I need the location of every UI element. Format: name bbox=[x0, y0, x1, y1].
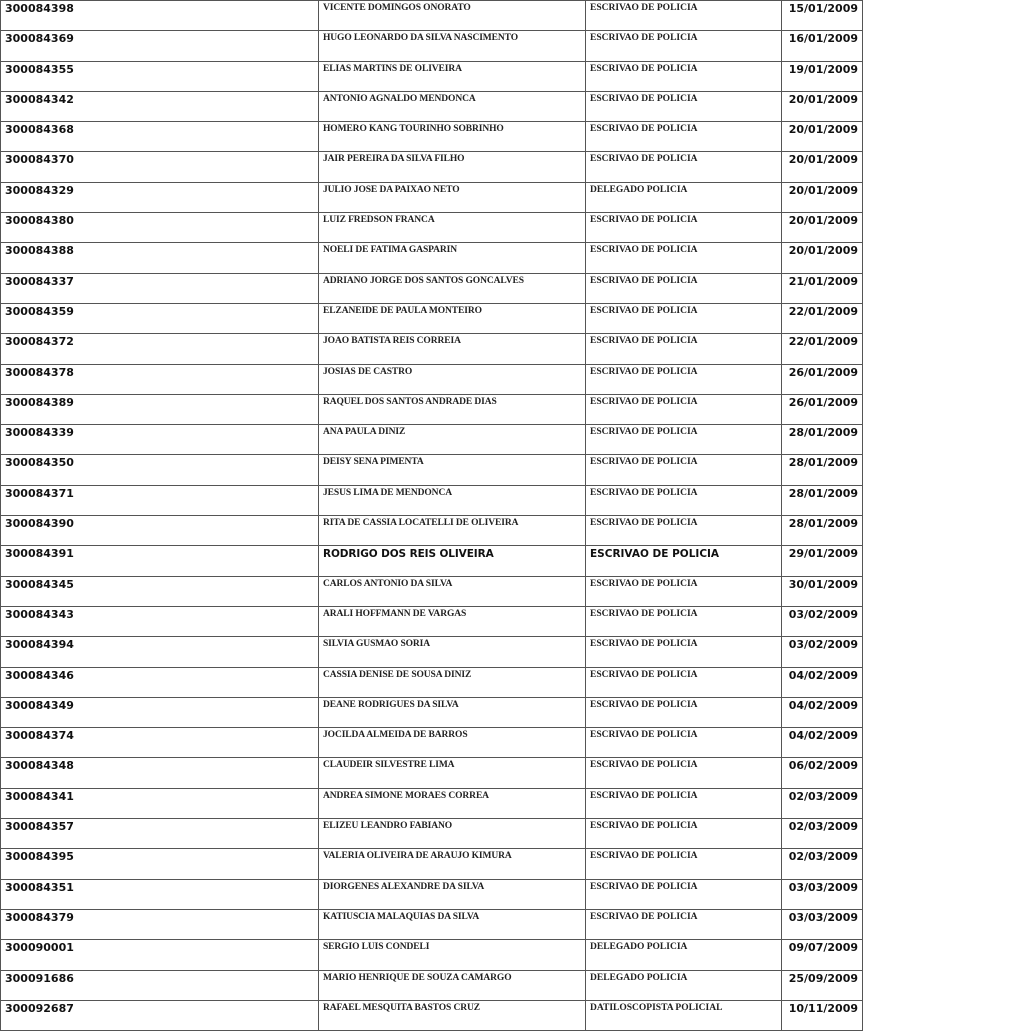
name-cell: VALERIA OLIVEIRA DE ARAUJO KIMURA bbox=[319, 849, 586, 879]
registration-number-cell: 300084339 bbox=[1, 425, 319, 455]
table-row bbox=[1, 728, 863, 758]
table-row bbox=[1, 940, 863, 970]
table-row bbox=[1, 909, 863, 939]
date-cell: 04/02/2009 bbox=[782, 697, 863, 727]
name-cell: MARIO HENRIQUE DE SOUZA CAMARGO bbox=[319, 970, 586, 1000]
registration-number-cell: 300084389 bbox=[1, 394, 319, 424]
name-cell: HOMERO KANG TOURINHO SOBRINHO bbox=[319, 122, 586, 152]
position-cell: DATILOSCOPISTA POLICIAL bbox=[586, 1000, 782, 1030]
registration-number-cell: 300084341 bbox=[1, 788, 319, 818]
registration-number-cell: 300084394 bbox=[1, 637, 319, 667]
position-cell: ESCRIVAO DE POLICIA bbox=[586, 455, 782, 485]
position-cell: ESCRIVAO DE POLICIA bbox=[586, 637, 782, 667]
name-cell: ANA PAULA DINIZ bbox=[319, 425, 586, 455]
table-row bbox=[1, 425, 863, 455]
registration-number-cell: 300092687 bbox=[1, 1000, 319, 1030]
registration-number-cell: 300084343 bbox=[1, 606, 319, 636]
table-row bbox=[1, 182, 863, 212]
date-cell: 04/02/2009 bbox=[782, 728, 863, 758]
position-cell: ESCRIVAO DE POLICIA bbox=[586, 516, 782, 546]
registration-number-cell: 300084388 bbox=[1, 243, 319, 273]
position-cell: ESCRIVAO DE POLICIA bbox=[586, 213, 782, 243]
position-cell: ESCRIVAO DE POLICIA bbox=[586, 485, 782, 515]
date-cell: 06/02/2009 bbox=[782, 758, 863, 788]
position-cell: ESCRIVAO DE POLICIA bbox=[586, 879, 782, 909]
table-row bbox=[1, 637, 863, 667]
date-cell: 20/01/2009 bbox=[782, 243, 863, 273]
table-row bbox=[1, 516, 863, 546]
name-cell: DIORGENES ALEXANDRE DA SILVA bbox=[319, 879, 586, 909]
position-cell: ESCRIVAO DE POLICIA bbox=[586, 849, 782, 879]
position-cell: ESCRIVAO DE POLICIA bbox=[586, 394, 782, 424]
registration-number-cell: 300091686 bbox=[1, 970, 319, 1000]
position-cell: ESCRIVAO DE POLICIA bbox=[586, 758, 782, 788]
registration-number-cell: 300084351 bbox=[1, 879, 319, 909]
table-row bbox=[1, 91, 863, 121]
registration-number-cell: 300084337 bbox=[1, 273, 319, 303]
date-cell: 28/01/2009 bbox=[782, 516, 863, 546]
date-cell: 04/02/2009 bbox=[782, 667, 863, 697]
position-cell: ESCRIVAO DE POLICIA bbox=[586, 122, 782, 152]
name-cell: ADRIANO JORGE DOS SANTOS GONCALVES bbox=[319, 273, 586, 303]
position-cell: ESCRIVAO DE POLICIA bbox=[586, 546, 782, 576]
registration-number-cell: 300084370 bbox=[1, 152, 319, 182]
name-cell: RAFAEL MESQUITA BASTOS CRUZ bbox=[319, 1000, 586, 1030]
registration-number-cell: 300084378 bbox=[1, 364, 319, 394]
table-row bbox=[1, 1000, 863, 1030]
date-cell: 02/03/2009 bbox=[782, 788, 863, 818]
date-cell: 09/07/2009 bbox=[782, 940, 863, 970]
name-cell: ELIAS MARTINS DE OLIVEIRA bbox=[319, 61, 586, 91]
table-row bbox=[1, 606, 863, 636]
name-cell: RAQUEL DOS SANTOS ANDRADE DIAS bbox=[319, 394, 586, 424]
position-cell: ESCRIVAO DE POLICIA bbox=[586, 303, 782, 333]
date-cell: 03/02/2009 bbox=[782, 637, 863, 667]
name-cell: CASSIA DENISE DE SOUSA DINIZ bbox=[319, 667, 586, 697]
date-cell: 20/01/2009 bbox=[782, 91, 863, 121]
date-cell: 03/03/2009 bbox=[782, 879, 863, 909]
registration-number-cell: 300084357 bbox=[1, 819, 319, 849]
date-cell: 16/01/2009 bbox=[782, 31, 863, 61]
date-cell: 30/01/2009 bbox=[782, 576, 863, 606]
position-cell: ESCRIVAO DE POLICIA bbox=[586, 364, 782, 394]
position-cell: ESCRIVAO DE POLICIA bbox=[586, 273, 782, 303]
table-row bbox=[1, 122, 863, 152]
registration-number-cell: 300084374 bbox=[1, 728, 319, 758]
registration-number-cell: 300084368 bbox=[1, 122, 319, 152]
name-cell: VICENTE DOMINGOS ONORATO bbox=[319, 1, 586, 31]
registration-number-cell: 300084350 bbox=[1, 455, 319, 485]
name-cell: SERGIO LUIS CONDELI bbox=[319, 940, 586, 970]
registration-number-cell: 300084342 bbox=[1, 91, 319, 121]
name-cell: ELZANEIDE DE PAULA MONTEIRO bbox=[319, 303, 586, 333]
name-cell: ELIZEU LEANDRO FABIANO bbox=[319, 819, 586, 849]
date-cell: 03/02/2009 bbox=[782, 606, 863, 636]
position-cell: ESCRIVAO DE POLICIA bbox=[586, 909, 782, 939]
position-cell: ESCRIVAO DE POLICIA bbox=[586, 243, 782, 273]
date-cell: 20/01/2009 bbox=[782, 213, 863, 243]
table-row bbox=[1, 152, 863, 182]
date-cell: 10/11/2009 bbox=[782, 1000, 863, 1030]
position-cell: ESCRIVAO DE POLICIA bbox=[586, 667, 782, 697]
date-cell: 26/01/2009 bbox=[782, 364, 863, 394]
registration-number-cell: 300084379 bbox=[1, 909, 319, 939]
registration-number-cell: 300084329 bbox=[1, 182, 319, 212]
table-row bbox=[1, 667, 863, 697]
registration-number-cell: 300084346 bbox=[1, 667, 319, 697]
position-cell: ESCRIVAO DE POLICIA bbox=[586, 576, 782, 606]
registration-number-cell: 300084380 bbox=[1, 213, 319, 243]
name-cell: HUGO LEONARDO DA SILVA NASCIMENTO bbox=[319, 31, 586, 61]
date-cell: 03/03/2009 bbox=[782, 909, 863, 939]
registration-number-cell: 300084349 bbox=[1, 697, 319, 727]
name-cell: KATIUSCIA MALAQUIAS DA SILVA bbox=[319, 909, 586, 939]
date-cell: 19/01/2009 bbox=[782, 61, 863, 91]
position-cell: DELEGADO POLICIA bbox=[586, 182, 782, 212]
table-row bbox=[1, 243, 863, 273]
date-cell: 25/09/2009 bbox=[782, 970, 863, 1000]
name-cell: DEANE RODRIGUES DA SILVA bbox=[319, 697, 586, 727]
position-cell: ESCRIVAO DE POLICIA bbox=[586, 425, 782, 455]
date-cell: 22/01/2009 bbox=[782, 334, 863, 364]
registration-number-cell: 300084355 bbox=[1, 61, 319, 91]
name-cell: ANDREA SIMONE MORAES CORREA bbox=[319, 788, 586, 818]
name-cell: NOELI DE FATIMA GASPARIN bbox=[319, 243, 586, 273]
registration-number-cell: 300084391 bbox=[1, 546, 319, 576]
name-cell: RITA DE CASSIA LOCATELLI DE OLIVEIRA bbox=[319, 516, 586, 546]
name-cell: JOAO BATISTA REIS CORREIA bbox=[319, 334, 586, 364]
date-cell: 28/01/2009 bbox=[782, 485, 863, 515]
date-cell: 15/01/2009 bbox=[782, 1, 863, 31]
registration-number-cell: 300084345 bbox=[1, 576, 319, 606]
name-cell: DEISY SENA PIMENTA bbox=[319, 455, 586, 485]
date-cell: 26/01/2009 bbox=[782, 394, 863, 424]
table-row bbox=[1, 31, 863, 61]
name-cell: ARALI HOFFMANN DE VARGAS bbox=[319, 606, 586, 636]
table-row bbox=[1, 819, 863, 849]
position-cell: DELEGADO POLICIA bbox=[586, 970, 782, 1000]
table-row bbox=[1, 576, 863, 606]
position-cell: ESCRIVAO DE POLICIA bbox=[586, 1, 782, 31]
table-row bbox=[1, 697, 863, 727]
table-row bbox=[1, 485, 863, 515]
table-row bbox=[1, 546, 863, 576]
date-cell: 20/01/2009 bbox=[782, 152, 863, 182]
name-cell: JESUS LIMA DE MENDONCA bbox=[319, 485, 586, 515]
date-cell: 20/01/2009 bbox=[782, 122, 863, 152]
position-cell: ESCRIVAO DE POLICIA bbox=[586, 334, 782, 364]
registration-number-cell: 300084390 bbox=[1, 516, 319, 546]
name-cell: SILVIA GUSMAO SORIA bbox=[319, 637, 586, 667]
registration-number-cell: 300084369 bbox=[1, 31, 319, 61]
name-cell: JOCILDA ALMEIDA DE BARROS bbox=[319, 728, 586, 758]
registration-number-cell: 300084372 bbox=[1, 334, 319, 364]
position-cell: ESCRIVAO DE POLICIA bbox=[586, 31, 782, 61]
table-row bbox=[1, 334, 863, 364]
registration-number-cell: 300084398 bbox=[1, 1, 319, 31]
date-cell: 21/01/2009 bbox=[782, 273, 863, 303]
position-cell: ESCRIVAO DE POLICIA bbox=[586, 91, 782, 121]
table-row bbox=[1, 303, 863, 333]
date-cell: 02/03/2009 bbox=[782, 849, 863, 879]
position-cell: ESCRIVAO DE POLICIA bbox=[586, 728, 782, 758]
position-cell: ESCRIVAO DE POLICIA bbox=[586, 819, 782, 849]
position-cell: ESCRIVAO DE POLICIA bbox=[586, 152, 782, 182]
name-cell: LUIZ FREDSON FRANCA bbox=[319, 213, 586, 243]
name-cell: ANTONIO AGNALDO MENDONCA bbox=[319, 91, 586, 121]
name-cell: RODRIGO DOS REIS OLIVEIRA bbox=[319, 546, 586, 576]
table-row bbox=[1, 1, 863, 31]
registration-number-cell: 300084348 bbox=[1, 758, 319, 788]
table-row bbox=[1, 788, 863, 818]
table-row bbox=[1, 455, 863, 485]
date-cell: 29/01/2009 bbox=[782, 546, 863, 576]
position-cell: ESCRIVAO DE POLICIA bbox=[586, 61, 782, 91]
position-cell: DELEGADO POLICIA bbox=[586, 940, 782, 970]
table-row bbox=[1, 970, 863, 1000]
date-cell: 28/01/2009 bbox=[782, 455, 863, 485]
table-row bbox=[1, 273, 863, 303]
name-cell: CARLOS ANTONIO DA SILVA bbox=[319, 576, 586, 606]
table-row bbox=[1, 849, 863, 879]
position-cell: ESCRIVAO DE POLICIA bbox=[586, 788, 782, 818]
registration-number-cell: 300084371 bbox=[1, 485, 319, 515]
table-row bbox=[1, 394, 863, 424]
table-row bbox=[1, 364, 863, 394]
table-row bbox=[1, 879, 863, 909]
table-row bbox=[1, 61, 863, 91]
date-cell: 28/01/2009 bbox=[782, 425, 863, 455]
table-row bbox=[1, 213, 863, 243]
position-cell: ESCRIVAO DE POLICIA bbox=[586, 697, 782, 727]
date-cell: 02/03/2009 bbox=[782, 819, 863, 849]
registration-number-cell: 300084359 bbox=[1, 303, 319, 333]
name-cell: JAIR PEREIRA DA SILVA FILHO bbox=[319, 152, 586, 182]
table-row bbox=[1, 758, 863, 788]
name-cell: JULIO JOSE DA PAIXAO NETO bbox=[319, 182, 586, 212]
name-cell: JOSIAS DE CASTRO bbox=[319, 364, 586, 394]
registration-number-cell: 300084395 bbox=[1, 849, 319, 879]
name-cell: CLAUDEIR SILVESTRE LIMA bbox=[319, 758, 586, 788]
position-cell: ESCRIVAO DE POLICIA bbox=[586, 606, 782, 636]
date-cell: 20/01/2009 bbox=[782, 182, 863, 212]
registration-number-cell: 300090001 bbox=[1, 940, 319, 970]
date-cell: 22/01/2009 bbox=[782, 303, 863, 333]
